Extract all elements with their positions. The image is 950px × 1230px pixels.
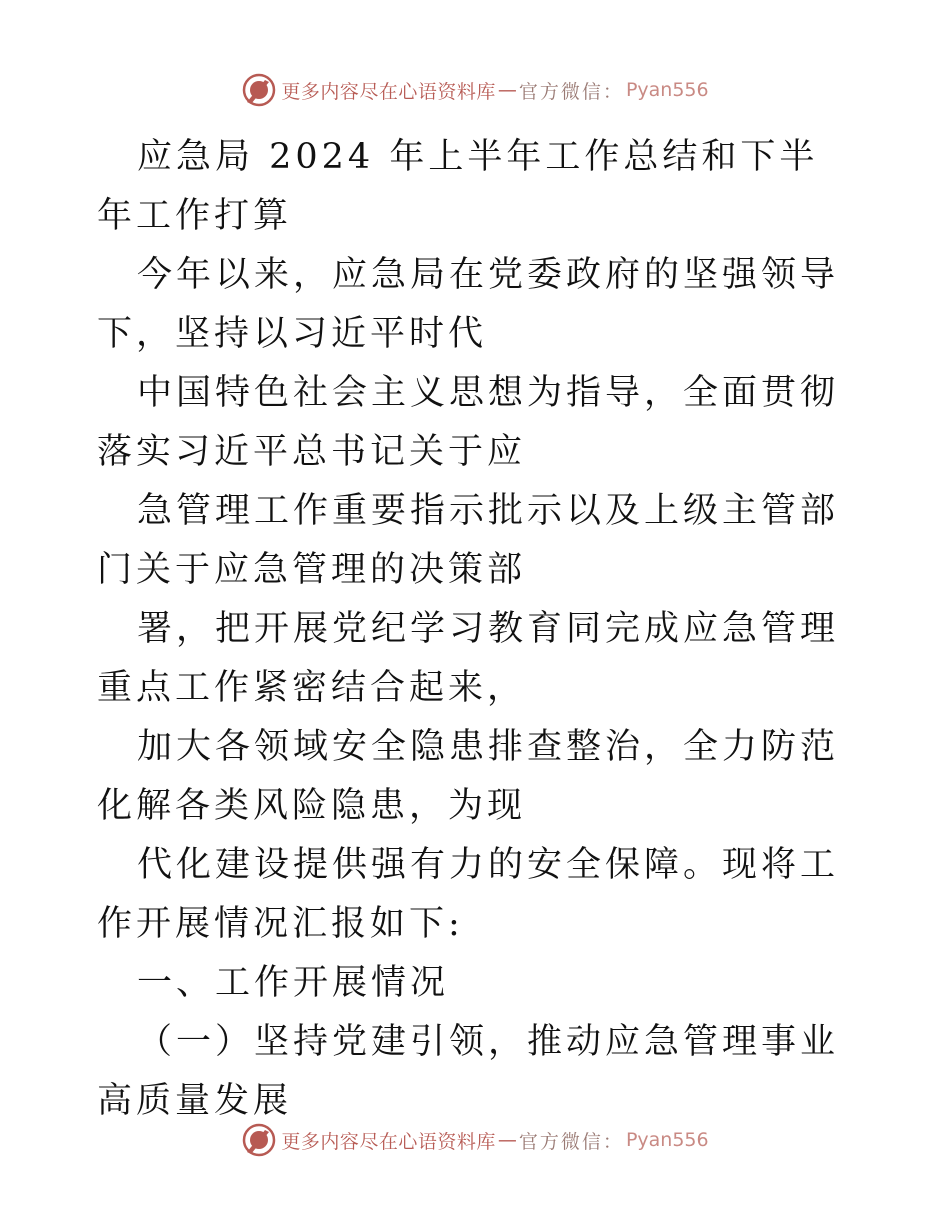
paragraph-line: 急管理工作重要指示批示以及上级主管部门关于应急管理的决策部: [97, 491, 840, 590]
watermark-dash: —: [497, 79, 517, 101]
watermark-banner-bottom: [0, 1120, 950, 1160]
paragraph-line: 加大各领域安全隐患排查整治，全力防范化解各类风险隐患，为现: [97, 727, 840, 826]
wechat-id: Pyan556: [625, 79, 709, 101]
wechat-id: Pyan556: [625, 1129, 709, 1151]
watermark-text: 更多内容尽在心语资料库: [281, 80, 496, 103]
document-title: 应急局 2024 年上半年工作总结和下半年工作打算: [97, 137, 819, 236]
paragraph-line: 中国特色社会主义思想为指导，全面贯彻落实习近平总书记关于应: [97, 373, 840, 472]
document-body: [97, 128, 857, 1131]
quill-seal-icon: [241, 72, 277, 108]
quill-seal-icon: [241, 1122, 277, 1158]
paragraph-line: 代化建设提供强有力的安全保障。现将工作开展情况汇报如下:: [97, 845, 840, 944]
watermark-text: 更多内容尽在心语资料库: [281, 1130, 496, 1153]
wechat-label: 官方微信：: [518, 1130, 624, 1153]
subsection-heading: （一）坚持党建引领，推动应急管理事业高质量发展: [97, 1022, 840, 1121]
wechat-label: 官方微信：: [518, 80, 624, 103]
watermark-dash: —: [497, 1129, 517, 1151]
watermark-banner-top: [0, 70, 950, 110]
paragraph-line: 今年以来，应急局在党委政府的坚强领导下，坚持以习近平时代: [97, 255, 840, 354]
section-heading: 一、工作开展情况: [137, 963, 450, 1003]
paragraph-line: 署，把开展党纪学习教育同完成应急管理重点工作紧密结合起来，: [97, 609, 840, 708]
